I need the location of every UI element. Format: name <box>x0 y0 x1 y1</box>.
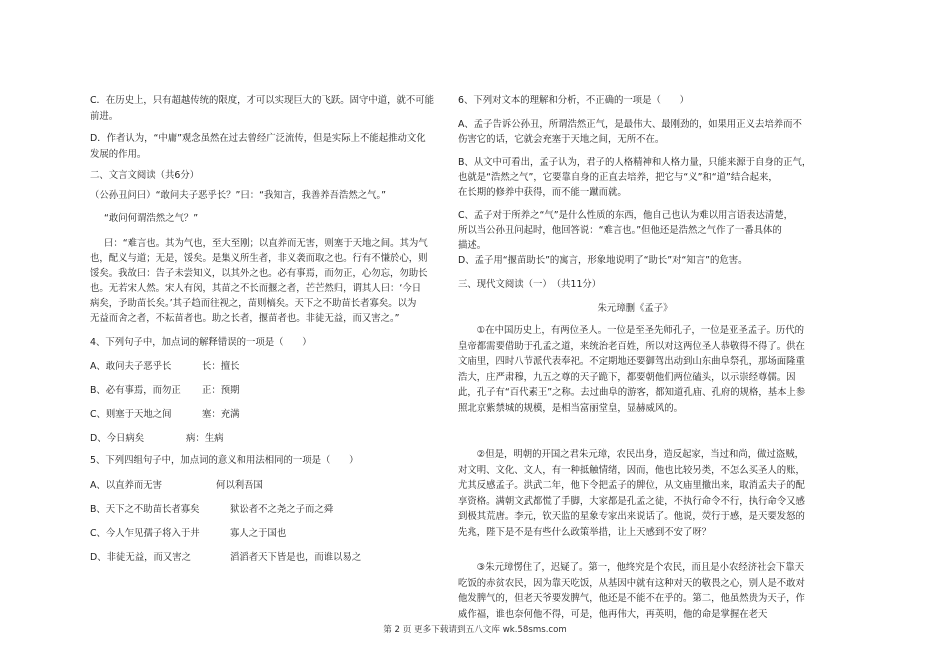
question-4-option-b: B、必有事焉，而勿正 正：预期 <box>90 385 240 396</box>
question-5-option-a: A、以直养而无害 何以利吾国 <box>90 480 263 491</box>
article-paragraph-3: ③朱元璋愣住了，迟疑了。第一，他终究是个农民，而且是小农经济社会下靠天吃饭的赤贫农民，因为靠天吃饭，从基因中就有这种对天的敬畏之心，别人是不敢对他发脾气的，但老天爷要发脾气，他还是不能不在乎的。第二，他虽然贵为天子，作威作福，谁也奈何他不得，可是，他再伟大，再英明，他的命是掌握在老天 <box>458 562 805 620</box>
dialog-line-2: “敢问何谓浩然之气？” <box>104 213 199 224</box>
option-d-line-1: D．作者认为，“中庸”观念虽然在过去曾经广泛流传，但是实际上不能起推动文化 <box>90 133 426 144</box>
question-5-option-b: B、天下之不助苗长者寡矣 狱讼者不之尧之子而之舜 <box>90 504 334 515</box>
question-5-option-d: D、非徒无益，而又害之 滔滔者天下皆是也，而谁以易之 <box>90 552 362 563</box>
classical-text-line: 病矣，予助苗长矣。’其子趋而往视之，苗则槁矣。天下之不助苗长者寡矣。以为 <box>90 298 417 309</box>
option-c-line-1: C．在历史上，只有超越传统的限度，才可以实现巨大的飞跃。固守中道，就不可能 <box>90 95 435 106</box>
question-5-option-c: C、今人乍见孺子将入于井 寡人之于国也 <box>90 528 287 539</box>
page-footer: 第 2 页 更多下载请到五八文库 wk.58sms.com <box>383 625 567 635</box>
question-5-stem: 5、下列四组句子中，加点词的意义和用法相同的一项是（ ） <box>90 455 359 466</box>
question-6-option-a-line: 伤害它的话，它就会充塞于天地之间，无所不在。 <box>458 134 665 145</box>
question-4-stem: 4、下列句子中，加点词的解释错误的一项是（ ） <box>90 337 312 348</box>
option-d-line-2: 发展的作用。 <box>90 149 147 160</box>
classical-text-line: 曰：“难言也。其为气也，至大至刚；以直养而无害，则塞于天地之间。其为气 <box>104 238 428 249</box>
question-6-option-b-line: B、从文中可看出，孟子认为，君子的人格精神和人格力量，只能来源于自身的正气， <box>458 157 812 168</box>
option-c-line-2: 前进。 <box>90 111 119 122</box>
question-4-option-d: D、今日病矣 病：生病 <box>90 433 224 444</box>
question-6-option-c-line: C、孟子对于所养之“气”是什么性质的东西，他自己也认为难以用言语表达清楚， <box>458 210 794 221</box>
question-4-option-a: A、敢问夫子恶乎长 长：擅长 <box>90 361 240 372</box>
question-6-option-b-line: 在长期的修养中获得，而不能一蹴而就。 <box>458 187 627 198</box>
article-paragraph-2: ②但是，明朝的开国之君朱元璋，农民出身，造反起家，当过和尚，做过盗贼，对文明、文化、文人，有一种抵触情绪，因而，他也比较另类，不怎么买圣人的账，尤其反感孟子。洪武二年，他下令把孟子的牌位，从文庙里撤出来，取消孟夫子的配享资格。满朝文武都慌了手脚，大家都是孔孟之徒，不执行命令不行，执行命令又感到极其荒唐。李元，钦天监的星象专家出来说话了。他说，荧行于感，是天要发怒的先兆，陛下是不是有些什么政策举措，让上天感到不安了呀？ <box>458 449 805 538</box>
section-title-classical: 二、文言文阅读（共6分） <box>90 170 200 181</box>
question-6-option-d-line: D、孟子用“揠苗助长”的寓言，形象地说明了“助长”对“知言”的危害。 <box>458 255 748 266</box>
classical-text-line: 馁矣。我故曰：告子未尝知义，以其外之也。必有事焉，而勿正，心勿忘，勿助长 <box>90 268 428 279</box>
article-title: 朱元璋删《孟子》 <box>597 303 673 314</box>
classical-text-line: 也，配义与道；无是，馁矣。是集义所生者，非义袭而取之也。行有不慊於心，则 <box>90 253 428 264</box>
question-6-option-b-line: 也就是“浩然之气”，它要靠自身的正直去培养，把它与“义”和“道”结合起来， <box>458 172 778 183</box>
article-paragraph-1: ①在中国历史上，有两位圣人。一位是至圣先师孔子，一位是亚圣孟子。历代的皇帝都需要借助于孔孟之道，来统治老百姓，所以对这两位圣人恭敬得不得了。供在文庙里，四时八节派代表奉祀。不定期地还要御驾出动到山东曲阜祭孔，那场面隆重浩大，庄严肃穆，九五之尊的天子跪下，都要朝他们两位磕头，以示崇经尊儒。因此，孔子有“百代素王”之称。去过曲阜的游客，都知道孔庙、孔府的规格，基本上参照北京紫禁城的规模，是相当富丽堂皇，显赫威风的。 <box>458 325 806 414</box>
question-6-stem: 6、下列对文本的理解和分析，不正确的一项是（ ） <box>458 95 689 106</box>
question-6-option-c-line: 所以当公孙丑问起时，他回答说：“难言也。”但他还是浩然之气作了一番具体的 <box>458 225 782 236</box>
question-6-option-c-line: 描述。 <box>458 240 487 251</box>
section-title-modern: 三、现代文阅读（一） （共11分） <box>458 279 602 290</box>
classical-text-line: 也。无若宋人然。宋人有闵，其苗之不长而揠之者，芒芒然归，谓其人曰：‘今日 <box>90 283 422 294</box>
question-4-option-c: C、则塞于天地之间 塞：充满 <box>90 409 240 420</box>
dialog-line-1: （公孙丑问曰）“敢问夫子恶乎长？”曰：“我知言，我善养吾浩然之气。” <box>90 190 386 201</box>
classical-text-line: 无益而舍之者，不耘苗者也。助之长者，揠苗者也。非徒无益，而又害之。” <box>90 313 400 324</box>
question-6-option-a-line: A、孟子告诉公孙丑，所谓浩然正气，是最伟大、最刚劲的，如果用正义去培养而不 <box>458 119 802 130</box>
